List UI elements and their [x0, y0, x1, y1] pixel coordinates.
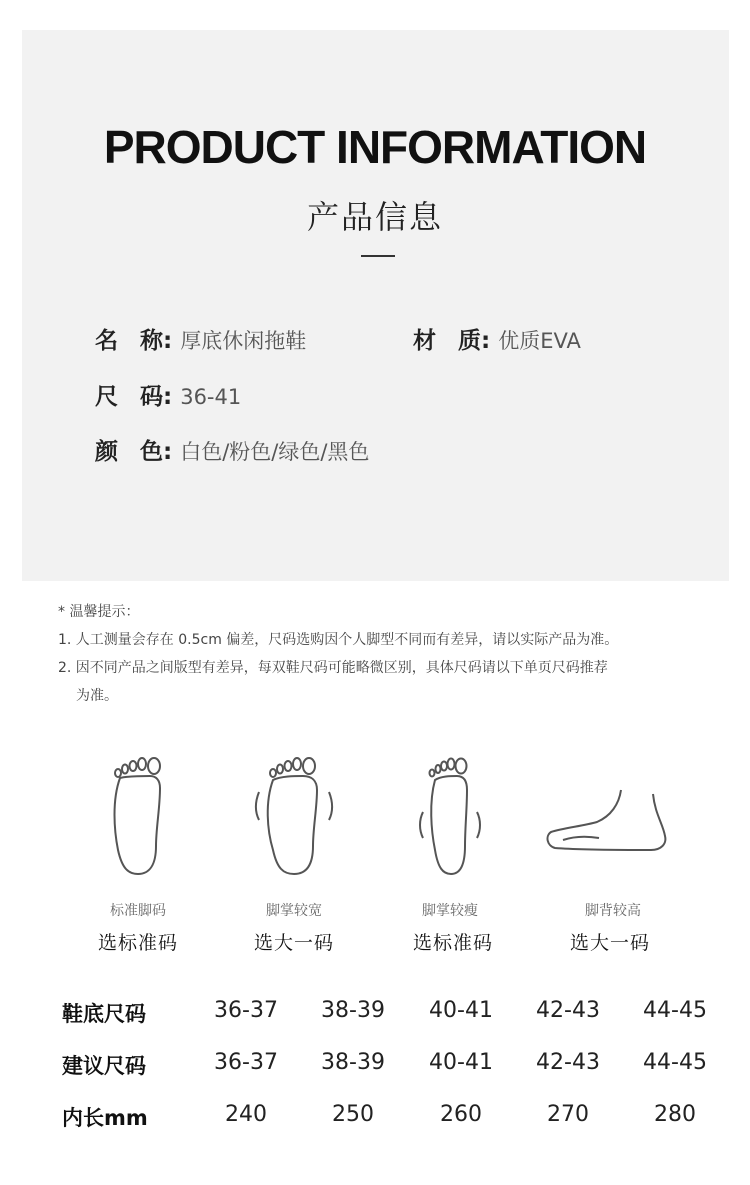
color-value: 白色/粉色/绿色/黑色 — [180, 440, 370, 464]
color-label: 颜 色: — [95, 439, 173, 465]
foot-caption-3: 脚掌较瘦 — [422, 903, 478, 919]
foot-choice-1: 选标准码 — [97, 932, 178, 954]
product-info-panel — [22, 30, 729, 581]
table-row — [0, 998, 750, 1034]
table-cell: 280 — [654, 1102, 696, 1127]
material-label: 材 质: — [413, 328, 491, 354]
table-cell: 44-45 — [643, 998, 707, 1023]
name-label: 名 称: — [95, 328, 173, 354]
title-divider — [361, 255, 395, 257]
tips-heading: * 温馨提示： — [58, 604, 140, 620]
table-cell: 260 — [440, 1102, 482, 1127]
table-cell: 240 — [225, 1102, 267, 1127]
row-label: 建议尺码 — [62, 1054, 146, 1078]
row-label: 内长mm — [62, 1106, 148, 1130]
material-value: 优质EVA — [498, 329, 581, 353]
info-row-size — [95, 378, 241, 411]
info-row-material — [413, 322, 581, 355]
table-cell: 250 — [332, 1102, 374, 1127]
foot-choice-4: 选大一码 — [569, 932, 650, 954]
table-cell: 44-45 — [643, 1050, 707, 1075]
table-row — [0, 1102, 750, 1138]
tip-line-1: 1. 人工测量会存在 0.5cm 偏差，尺码选购因个人脚型不同而有差异，请以实际产品为准。 — [58, 632, 619, 648]
table-cell: 38-39 — [321, 1050, 385, 1075]
foot-choice-3: 选标准码 — [412, 932, 493, 954]
foot-caption-4: 脚背较高 — [585, 903, 641, 919]
table-cell: 38-39 — [321, 998, 385, 1023]
table-cell: 42-43 — [536, 998, 600, 1023]
wide-foot-icon — [224, 750, 364, 880]
foot-choice-2: 选大一码 — [253, 932, 334, 954]
standard-foot-icon — [68, 750, 208, 880]
tip-line-2: 2. 因不同产品之间版型有差异，每双鞋尺码可能略微区别，具体尺码请以下单页尺码推荐 — [58, 660, 608, 676]
size-value: 36-41 — [180, 385, 242, 409]
table-cell: 42-43 — [536, 1050, 600, 1075]
tip-line-2-cont: 为准。 — [76, 688, 118, 704]
tips-block — [58, 598, 718, 710]
info-row-color — [95, 433, 369, 466]
foot-caption-2: 脚掌较宽 — [266, 903, 322, 919]
table-cell: 270 — [547, 1102, 589, 1127]
name-value: 厚底休闲拖鞋 — [180, 329, 307, 353]
info-row-name — [95, 322, 306, 355]
foot-caption-1: 标准脚码 — [110, 903, 166, 919]
table-cell: 40-41 — [429, 998, 493, 1023]
row-label: 鞋底尺码 — [62, 1002, 146, 1026]
size-label: 尺 码: — [95, 384, 173, 410]
narrow-foot-icon — [380, 750, 520, 880]
table-cell: 36-37 — [214, 1050, 278, 1075]
table-row — [0, 1050, 750, 1086]
table-cell: 40-41 — [429, 1050, 493, 1075]
page-title-cn: 产品信息 — [306, 198, 443, 236]
high-instep-foot-icon — [536, 750, 676, 880]
page-title-en: PRODUCT INFORMATION — [103, 121, 647, 173]
table-cell: 36-37 — [214, 998, 278, 1023]
